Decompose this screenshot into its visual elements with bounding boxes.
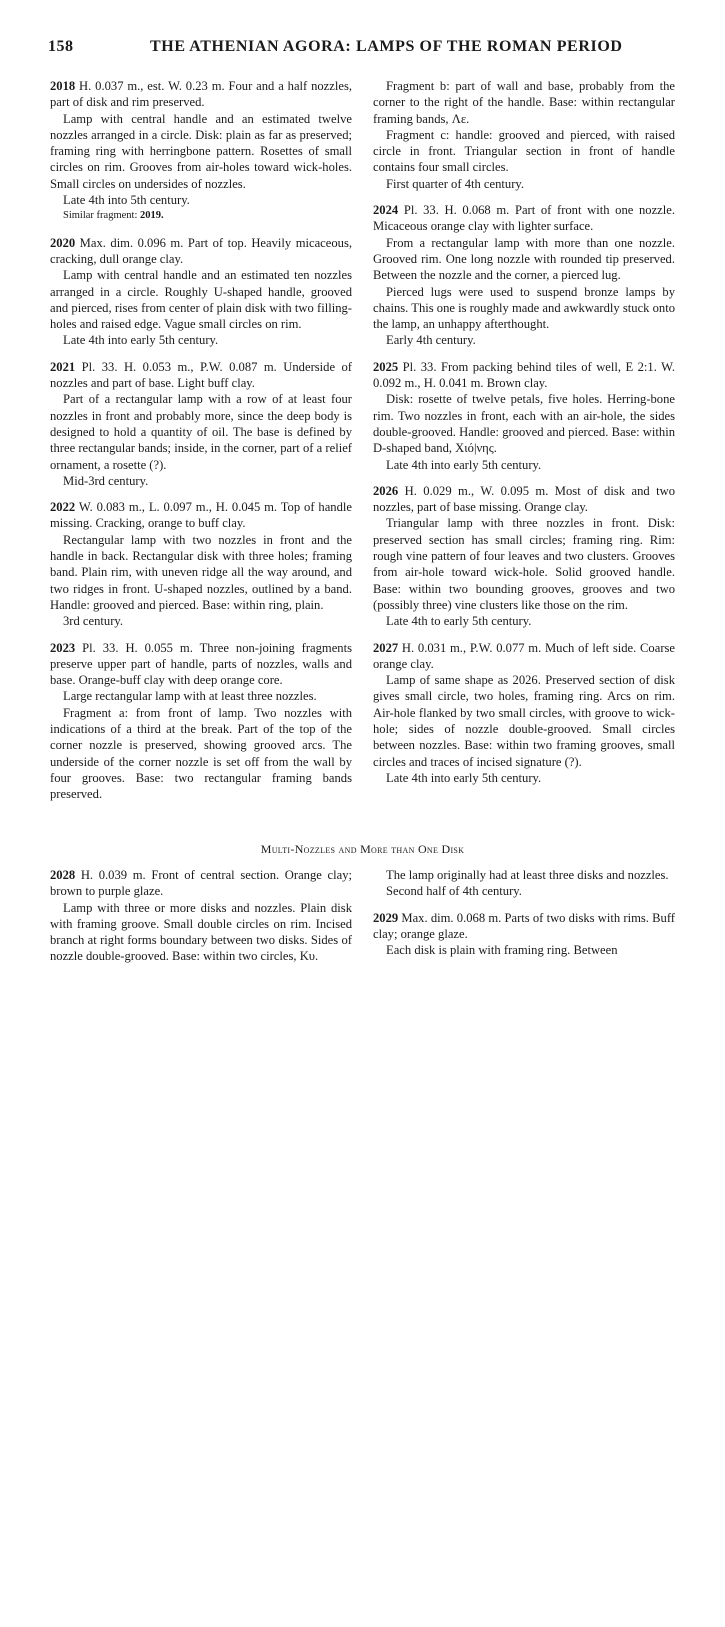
- entry-head-text: W. 0.083 m., L. 0.097 m., H. 0.045 m. Top of handle missing. Cracking, orange to buff clay.: [50, 500, 352, 531]
- catalogue-entry: [373, 867, 675, 900]
- entry-paragraph: From a rectangular lamp with more than one nozzle. Grooved rim. One long nozzle with rounded tip preserved. Between the nozzle and the corner, a pierced lug.: [373, 235, 675, 283]
- similar-label: Similar fragment:: [63, 210, 140, 222]
- entry-heading: [50, 78, 352, 111]
- entry-paragraph: Large rectangular lamp with at least three nozzles.: [63, 689, 317, 704]
- entry-head-text: Max. dim. 0.068 m. Parts of two disks with rims. Buff clay; orange glaze.: [373, 910, 675, 941]
- entry-paragraph: Early 4th century.: [386, 333, 476, 348]
- running-head: [40, 36, 690, 60]
- entry-paragraph: Lamp with central handle and an estimated twelve nozzles arranged in a circle. Disk: plain as far as preserved; framing ring with herringbone pattern. Rosettes of small circles on rim. Grooves from air-holes toward wick-holes. Small circles on undersides of nozzles.: [50, 111, 352, 191]
- entry-head-text: H. 0.029 m., W. 0.095 m. Most of disk and two nozzles, part of base missing. Orange clay.: [373, 483, 675, 515]
- entry-heading: [373, 483, 675, 516]
- entry-paragraph: Late 4th into 5th century.: [63, 193, 190, 208]
- entry-paragraph: Triangular lamp with three nozzles in front. Disk: preserved section has small circles; framing ring. Rim: rough vine pattern of four leaves and two clusters. Grooves from air-hole toward wick-hole. Solid grooved handle. Base: within two bounding grooves, grooves and two (possibly three) vine clusters like those on the rim.: [373, 516, 675, 612]
- entry-paragraph: Late 4th into early 5th century.: [386, 770, 542, 785]
- catalogue-number: 2020: [50, 235, 76, 250]
- catalogue-entry: [50, 359, 352, 489]
- entry-head-text: Pl. 33. From packing behind tiles of well, E 2:1. W. 0.092 m., H. 0.041 m. Brown clay.: [373, 359, 675, 391]
- entry-paragraph: Disk: rosette of twelve petals, five holes. Herring-bone rim. Two nozzles in front, each with an air-hole, the sides double-grooved. Handle: grooved and pierced. Base: within D-shaped band, Χιό|νης.: [373, 392, 675, 456]
- entry-head-text: H. 0.031 m., P.W. 0.077 m. Much of left side. Coarse orange clay.: [373, 640, 675, 671]
- catalogue-number: 2025: [373, 359, 399, 374]
- entry-paragraph: Lamp of same shape as 2026. Preserved section of disk gives small circle, two holes, framing ring. Arcs on rim. Air-hole flanked by two small circles, with groove to wick-hole; sides of nozzle double-grooved. Small circles between nozzles. Base: within two framing grooves, small circles and traces of incised signature (?).: [373, 673, 675, 769]
- section-heading: Multi-Nozzles and More than One Disk: [260, 842, 465, 856]
- catalogue-entry: [373, 202, 675, 349]
- entry-paragraph: Fragment a: from front of lamp. Two nozzles with indications of a third at the break. Part of the top of the corner nozzle is preserved, showing grooved arcs. The underside of the corner nozzle is set off from the wall by four grooves. Base: two rectangular framing bands preserved.: [50, 705, 352, 802]
- entry-head-text: H. 0.039 m. Front of central section. Orange clay; brown to purple glaze.: [50, 868, 352, 899]
- entry-paragraph: Late 4th to early 5th century.: [386, 614, 532, 629]
- catalogue-entry: [373, 359, 675, 473]
- entry-paragraph: Late 4th into early 5th century.: [63, 333, 219, 348]
- left-column: [50, 78, 352, 838]
- catalogue-number: 2023: [50, 640, 76, 655]
- catalogue-entry: [50, 235, 352, 349]
- catalogue-entry: [50, 640, 352, 803]
- entry-heading: [50, 359, 352, 392]
- entry-paragraph: Fragment c: handle: grooved and pierced, with raised circle in front. Triangular section in front of handle contains four small circles.: [373, 127, 675, 175]
- entry-paragraph: Late 4th into early 5th century.: [386, 457, 542, 472]
- entry-paragraph: Rectangular lamp with two nozzles in front and the handle in back. Rectangular disk with three holes; framing band. Plain rim, with uneven ridge all the way around, and two ridges in front. U-shaped nozzles, outlined by a band. Handle: grooved and pierced. Base: within ring, plain.: [50, 532, 352, 612]
- entry-heading: [50, 640, 352, 689]
- entry-paragraph: Part of a rectangular lamp with a row of at least four nozzles in front and probably more, since the deep body is designed to hold a quantity of oil. The base is defined by three rectangular bands; inside, in the corner, part of a relief ornament, a rosette (?).: [50, 392, 352, 472]
- entry-head-text: Pl. 33. H. 0.053 m., P.W. 0.087 m. Underside of nozzles and part of base. Light buff clay.: [50, 359, 352, 391]
- entry-paragraph: First quarter of 4th century.: [386, 176, 525, 191]
- catalogue-entry: [373, 483, 675, 630]
- bottom-right-column: [373, 867, 675, 1627]
- page-number: 158: [48, 38, 74, 55]
- entry-paragraph: Fragment b: part of wall and base, probably from the corner to the right of the handle. Base: within rectangular framing bands, Λε.: [373, 79, 675, 126]
- entry-heading: [50, 235, 352, 268]
- entry-paragraph: Each disk is plain with framing ring. Between: [386, 943, 618, 958]
- catalogue-number: 2029: [373, 910, 399, 925]
- entry-paragraph: Pierced lugs were used to suspend bronze lamps by chains. This one is roughly made and awkwardly stuck onto the lamp, an unhappy afterthought.: [373, 284, 675, 332]
- catalogue-entry: [373, 910, 675, 959]
- entry-paragraph: Lamp with central handle and an estimated ten nozzles arranged in a circle. Roughly U-shaped handle, grooved and pierced, rises from center of plain disk with two filling-holes and raised edge. Vague small circles on rim.: [50, 268, 352, 332]
- entry-head-text: H. 0.037 m., est. W. 0.23 m. Four and a half nozzles, part of disk and rim preserved.: [50, 79, 352, 110]
- entry-heading: [373, 202, 675, 235]
- similar-value: 2019.: [139, 210, 164, 222]
- entry-paragraph: Second half of 4th century.: [386, 884, 522, 899]
- catalogue-entry: [50, 78, 352, 225]
- catalogue-entry: [50, 499, 352, 629]
- catalogue-entry: [50, 867, 352, 965]
- right-column: [373, 78, 675, 838]
- bottom-left-column: [50, 867, 352, 1627]
- catalogue-number: 2026: [373, 483, 399, 498]
- entry-head-text: Pl. 33. H. 0.068 m. Part of front with one nozzle. Micaceous orange clay with lighter surface.: [373, 203, 675, 234]
- entry-heading: [50, 499, 352, 532]
- entry-paragraph: 3rd century.: [63, 614, 124, 629]
- entry-paragraph: Mid-3rd century.: [63, 473, 149, 488]
- entry-heading: [373, 359, 675, 392]
- catalogue-number: 2024: [373, 203, 399, 218]
- catalogue-entry: [373, 640, 675, 787]
- entry-heading: [373, 910, 675, 943]
- entry-head-text: Max. dim. 0.096 m. Part of top. Heavily micaceous, cracking, dull orange clay.: [50, 235, 352, 266]
- entry-head-text: Pl. 33. H. 0.055 m. Three non-joining fragments preserve upper part of handle, parts of nozzles, walls and base. Orange-buff clay with deep orange core.: [50, 640, 352, 688]
- catalogue-number: 2022: [50, 500, 76, 515]
- entry-heading: [50, 867, 352, 900]
- catalogue-number: 2021: [50, 359, 76, 374]
- similar-fragment: [50, 208, 352, 224]
- catalogue-number: 2028: [50, 868, 76, 882]
- running-title: THE ATHENIAN AGORA: LAMPS OF THE ROMAN PERIOD: [150, 38, 623, 55]
- entry-heading: [373, 640, 675, 673]
- catalogue-entry: [373, 78, 675, 192]
- entry-paragraph: The lamp originally had at least three disks and nozzles.: [386, 868, 669, 882]
- catalogue-number: 2027: [373, 640, 399, 655]
- entry-paragraph: Lamp with three or more disks and nozzles. Plain disk with framing groove. Small double circles on rim. Incised branch at right forms boundary between two disks. Sides of nozzle double-grooved. Base: within two circles, Κυ.: [50, 900, 352, 964]
- catalogue-number: 2018: [50, 79, 76, 93]
